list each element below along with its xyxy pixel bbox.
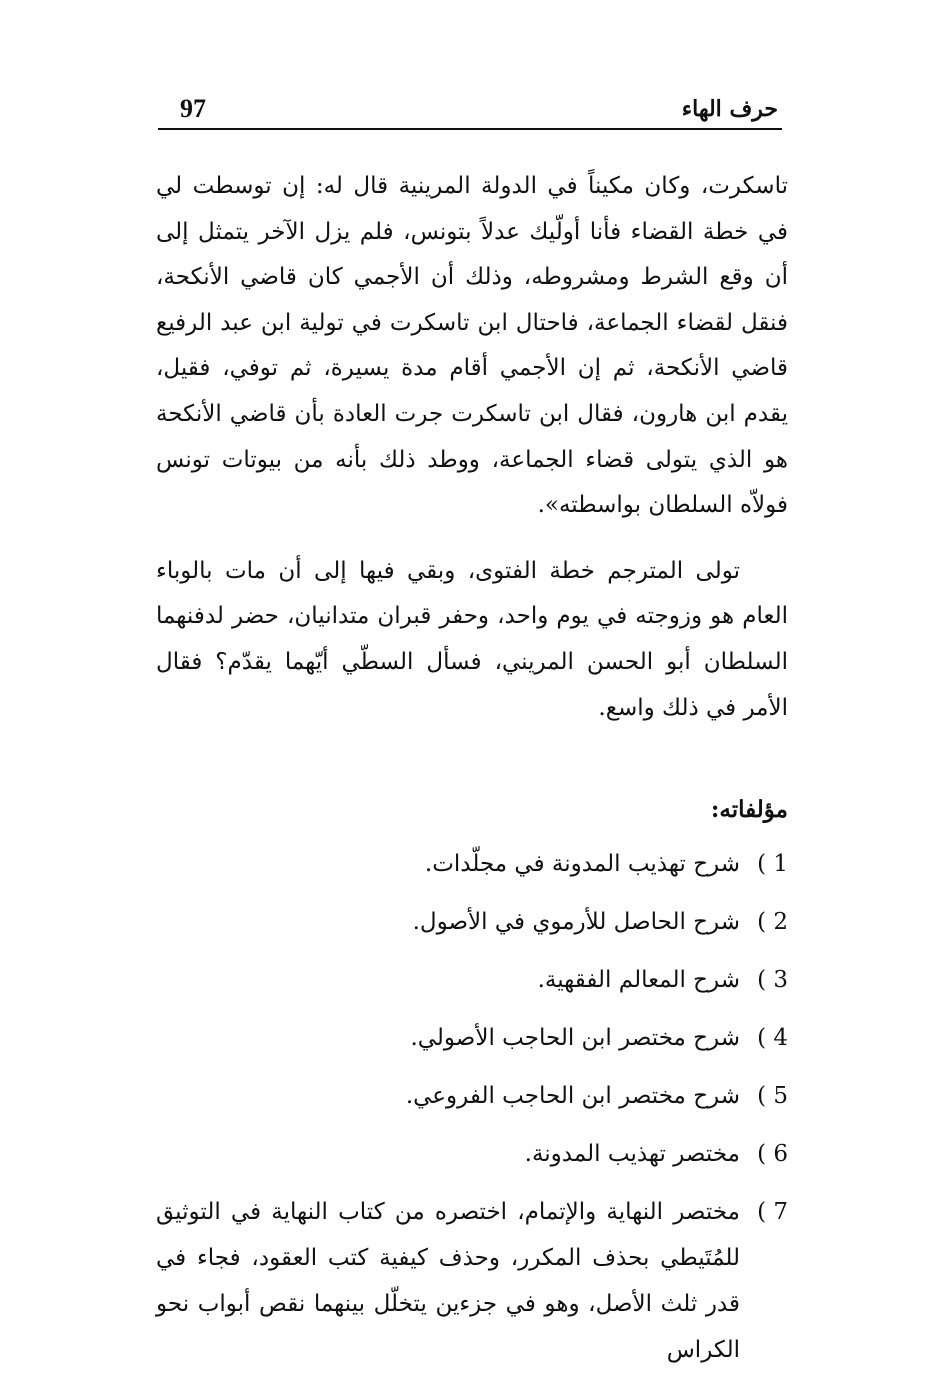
list-item-number: 6 ): [757, 1141, 788, 1168]
list-item-text: مختصر تهذيب المدونة.: [524, 1141, 740, 1168]
list-item-text: شرح الحاصل للأرموي في الأصول.: [412, 909, 740, 936]
list-item-text: شرح مختصر ابن الحاجب الأصولي.: [410, 1025, 740, 1052]
list-item: [156, 1125, 788, 1183]
page-number: 97: [180, 94, 206, 123]
section-title-works: مؤلفاته:: [710, 796, 788, 824]
list-item: [156, 1009, 788, 1067]
list-item-text: مختصر النهاية والإتمام، اختصره من كتاب النهاية في التوثيق للمُتَيطي بحذف المكرر، وحذف كيفية كتب العقود، فجاء في قدر ثلث الأصل، وهو في جزءين يتخلّل بينهما نقص أبواب نحو الكراس: [156, 1199, 740, 1364]
list-item-text: شرح تهذيب المدونة في مجلّدات.: [424, 851, 740, 878]
list-item-number: 2 ): [757, 909, 788, 936]
list-item-number: 4 ): [757, 1025, 788, 1052]
paragraph-1: تاسكرت، وكان مكيناً في الدولة المرينية قال له: إن توسطت لي في خطة القضاء فأنا أولّيك عدلاً بتونس، فلم يزل الآخر يتمثل إلى أن وقع الشرط ومشروطه، وذلك أن الأجمي كان قاضي الأنكحة، فنقل لقضاء الجماعة، فاحتال ابن تاسكرت في تولية ابن عبد الرفيع قاضي الأنكحة، ثم إن الأجمي أقام مدة يسيرة، ثم توفي، فقيل، يقدم ابن هارون، فقال ابن تاسكرت جرت العادة بأن قاضي الأنكحة هو الذي يتولى قضاء الجماعة، ووطد ذلك بأنه من بيوتات تونس فولاّه السلطان بواسطته».: [156, 173, 788, 519]
list-item: [156, 1067, 788, 1125]
list-item: [156, 1189, 788, 1373]
list-item-text: شرح مختصر ابن الحاجب الفروعي.: [405, 1083, 740, 1110]
list-item: [156, 893, 788, 951]
works-list: [156, 835, 788, 1373]
list-item-number: 5 ): [757, 1083, 788, 1110]
list-item-number: 7 ): [757, 1199, 788, 1226]
page-body: [156, 164, 788, 1373]
list-item: [156, 835, 788, 893]
list-item-text: شرح المعالم الفقهية.: [537, 967, 740, 994]
list-item: [156, 951, 788, 1009]
page-header: [158, 88, 782, 130]
running-title: حرف الهاء: [681, 96, 778, 122]
list-item-number: 1 ): [757, 851, 788, 878]
paragraph-2: تولى المترجم خطة الفتوى، وبقي فيها إلى أن مات بالوباء العام هو وزوجته في يوم واحد، وحفر قبران متدانيان، حضر لدفنهما السلطان أبو الحسن المريني، فسأل السطّي أيّهما يقدّم؟ فقال الأمر في ذلك واسع.: [156, 557, 788, 721]
list-item-number: 3 ): [757, 967, 788, 994]
